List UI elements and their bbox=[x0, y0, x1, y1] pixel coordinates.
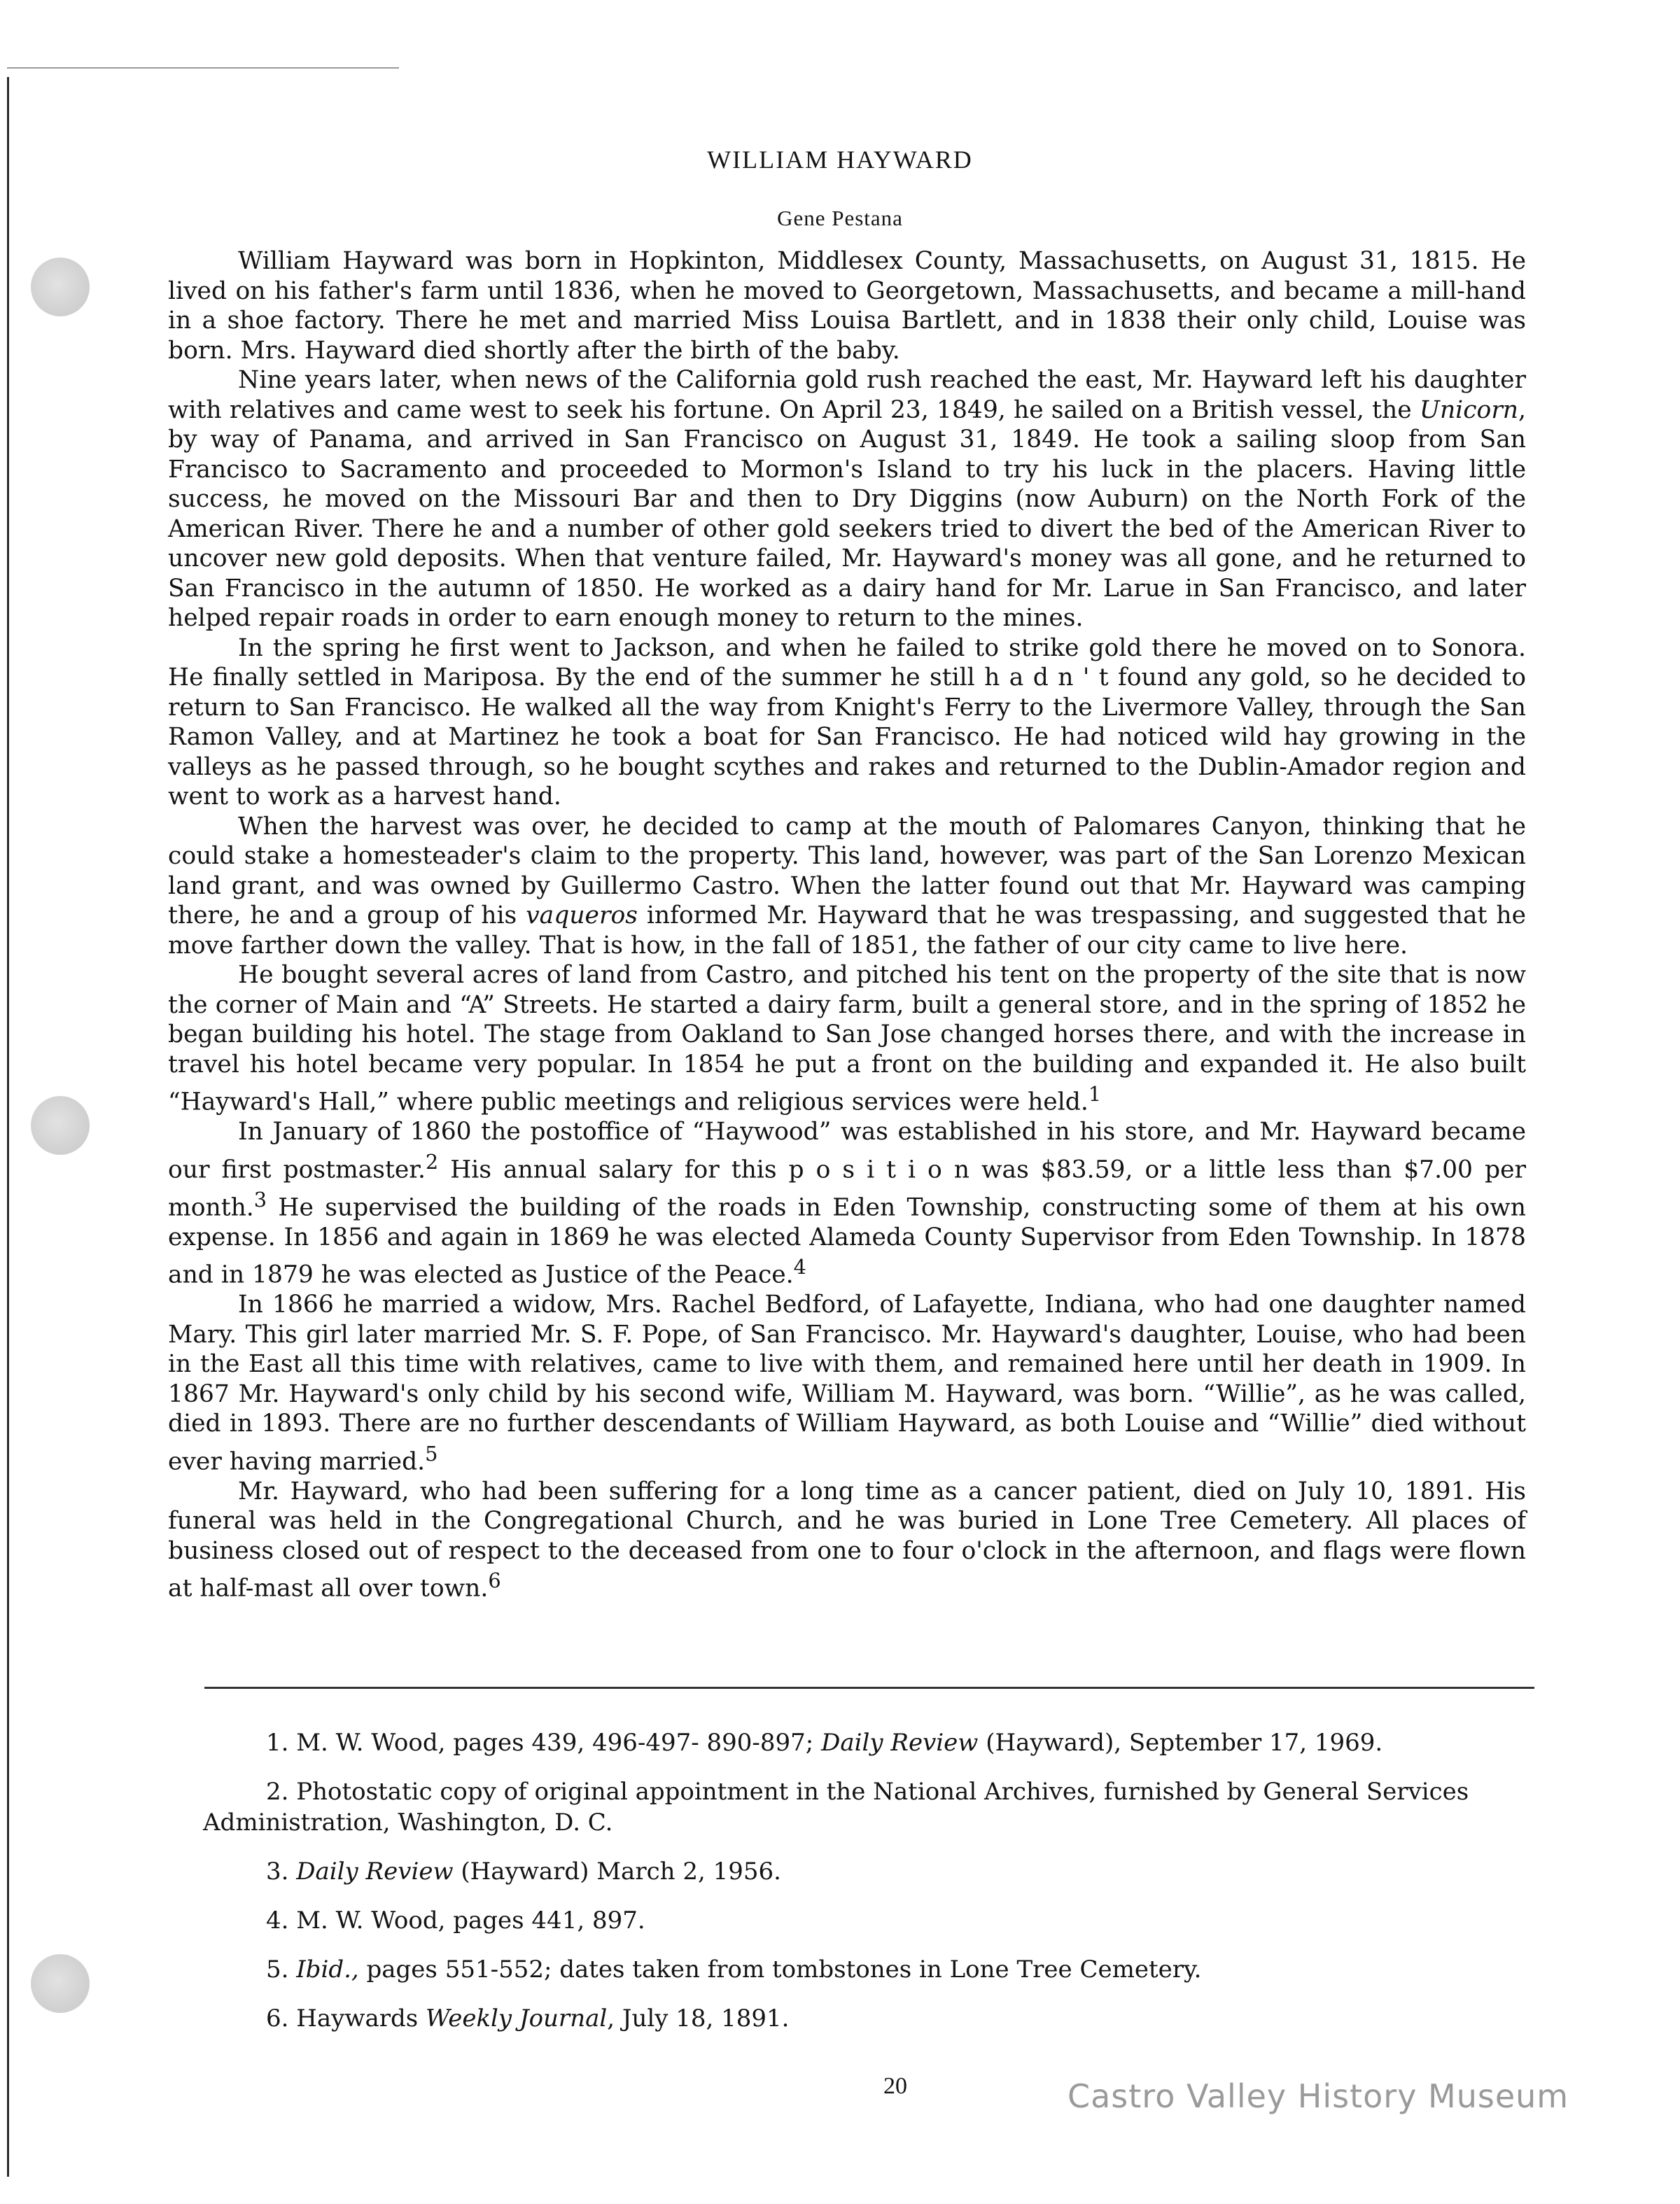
footnote-divider bbox=[204, 1687, 1534, 1689]
footnote-6: 6. Haywards Weekly Journal, July 18, 1891. bbox=[266, 2005, 790, 2033]
footnotes bbox=[203, 1727, 1540, 2052]
footnote-4: 4. M. W. Wood, pages 441, 897. bbox=[266, 1907, 645, 1935]
footnote-1: 1. M. W. Wood, pages 439, 496-497- 890-897; Daily Review (Hayward), September 17, 1969. bbox=[266, 1729, 1383, 1757]
footnote-ref-2: 2 bbox=[425, 1149, 439, 1174]
punch-hole-middle bbox=[31, 1096, 90, 1155]
page-number: 20 bbox=[883, 2073, 907, 2099]
footnote-ref-1: 1 bbox=[1088, 1082, 1102, 1106]
footnote-3: 3. Daily Review (Hayward) March 2, 1956. bbox=[266, 1858, 781, 1886]
article-body bbox=[168, 246, 1526, 1603]
footnote-ref-6: 6 bbox=[488, 1568, 501, 1592]
footnote-2: 2. Photostatic copy of original appointment in the National Archives, furnished by General Services Administration, Washington, D. C. bbox=[203, 1778, 1469, 1837]
footnote-ref-5: 5 bbox=[425, 1441, 438, 1466]
paragraph-4: When the harvest was over, he decided to camp at the mouth of Palomares Canyon, thinking that he could stake a homesteader's claim to the property. This land, however, was part of the San Lorenzo Mexican land grant, and was owned by Guillermo Castro. When the latter found out that Mr. Hayward was camping there, he and a group of his vaqueros informed Mr. Hayward that he was trespassing, and suggested that he move farther down the valley. That is how, in the fall of 1851, the father of our city came to live here. bbox=[168, 812, 1526, 960]
footnote-ref-3: 3 bbox=[253, 1187, 267, 1212]
punch-hole-top bbox=[31, 258, 90, 316]
paragraph-6: In January of 1860 the postoffice of “Haywood” was established in his store, and Mr. Hayward became our first postmaster.$^2$ His annual salary for this p o s i t i o n was $83.59, or a little less than $7.00 per month.$^3$ He supervised the building of the roads in Eden Township, constructing some of them at his own expense. In 1856 and again in 1869 he was elected Alameda County Supervisor from Eden Township. In 1878 and in 1879 he was elected as Justice of the Peace.$^4$ bbox=[168, 1118, 1526, 1289]
footnote-5: 5. Ibid., pages 551-552; dates taken from tombstones in Lone Tree Cemetery. bbox=[266, 1956, 1202, 1984]
paragraph-2: Nine years later, when news of the California gold rush reached the east, Mr. Hayward left his daughter with relatives and came west to seek his fortune. On April 23, 1849, he sailed on a British vessel, the Unicorn, by way of Panama, and arrived in San Francisco on August 31, 1849. He took a sailing sloop from San Francisco to Sacramento and proceeded to Mormon's Island to try his luck in the placers. Having little success, he moved on the Missouri Bar and then to Dry Diggins (now Auburn) on the North Fork of the American River. There he and a number of other gold seekers tried to divert the bed of the American River to uncover new gold deposits. When that venture failed, Mr. Hayward's money was all gone, and he returned to San Francisco in the autumn of 1850. He worked as a dairy hand for Mr. Larue in San Francisco, and later helped repair roads in order to earn enough money to return to the mines. bbox=[168, 366, 1526, 632]
page-left-edge bbox=[7, 77, 9, 2177]
paragraph-8: Mr. Hayward, who had been suffering for a long time as a cancer patient, died on July 10, 1891. His funeral was held in the Congregational Church, and he was buried in Lone Tree Cemetery. All places of business closed out of respect to the deceased from one to four o'clock in the afternoon, and flags were flown at half-mast all over town.$^6$ bbox=[168, 1477, 1526, 1603]
paragraph-7: In 1866 he married a widow, Mrs. Rachel Bedford, of Lafayette, Indiana, who had one daughter named Mary. This girl later married Mr. S. F. Pope, of San Francisco. Mr. Hayward's daughter, Louise, who had been in the East all this time with relatives, came to live with them, and remained here until her death in 1909. In 1867 Mr. Hayward's only child by his second wife, William M. Hayward, was born. “Willie”, as he was called, died in 1893. There are no further descendants of William Hayward, as both Louise and “Willie” died without ever having married.$^5$ bbox=[168, 1291, 1526, 1475]
page-top-edge bbox=[7, 67, 399, 69]
paragraph-5: He bought several acres of land from Castro, and pitched his tent on the property of the site that is now the corner of Main and “A” Streets. He started a dairy farm, built a general store, and in the spring of 1852 he began building his hotel. The stage from Oakland to San Jose changed horses there, and with the increase in travel his hotel became very popular. In 1854 he put a front on the building and expanded it. He also built “Hayward's Hall,” where public meetings and religious services were held.$^1$ bbox=[168, 961, 1526, 1116]
author-name: Gene Pestana bbox=[777, 206, 903, 230]
page-title: WILLIAM HAYWARD bbox=[707, 146, 973, 174]
footnote-ref-4: 4 bbox=[793, 1255, 806, 1279]
punch-hole-bottom bbox=[31, 1954, 90, 2013]
paragraph-1: William Hayward was born in Hopkinton, Middlesex County, Massachusetts, on August 31, 1815. He lived on his father's farm until 1836, when he moved to Georgetown, Massachusetts, and became a mill-hand in a shoe factory. There he met and married Miss Louisa Bartlett, and in 1838 their only child, Louise was born. Mrs. Hayward died shortly after the birth of the baby. bbox=[168, 247, 1526, 365]
paragraph-3: In the spring he first went to Jackson, and when he failed to strike gold there he moved on to Sonora. He finally settled in Mariposa. By the end of the summer he still h a d n ' t found any gold, so he decided to return to San Francisco. He walked all the way from Knight's Ferry to the Livermore Valley, through the San Ramon Valley, and at Martinez he took a boat for San Francisco. He had noticed wild hay growing in the valleys as he passed through, so he bought scythes and rakes and returned to the Dublin-Amador region and went to work as a harvest hand. bbox=[168, 633, 1526, 810]
watermark: Castro Valley History Museum bbox=[1068, 2077, 1569, 2115]
